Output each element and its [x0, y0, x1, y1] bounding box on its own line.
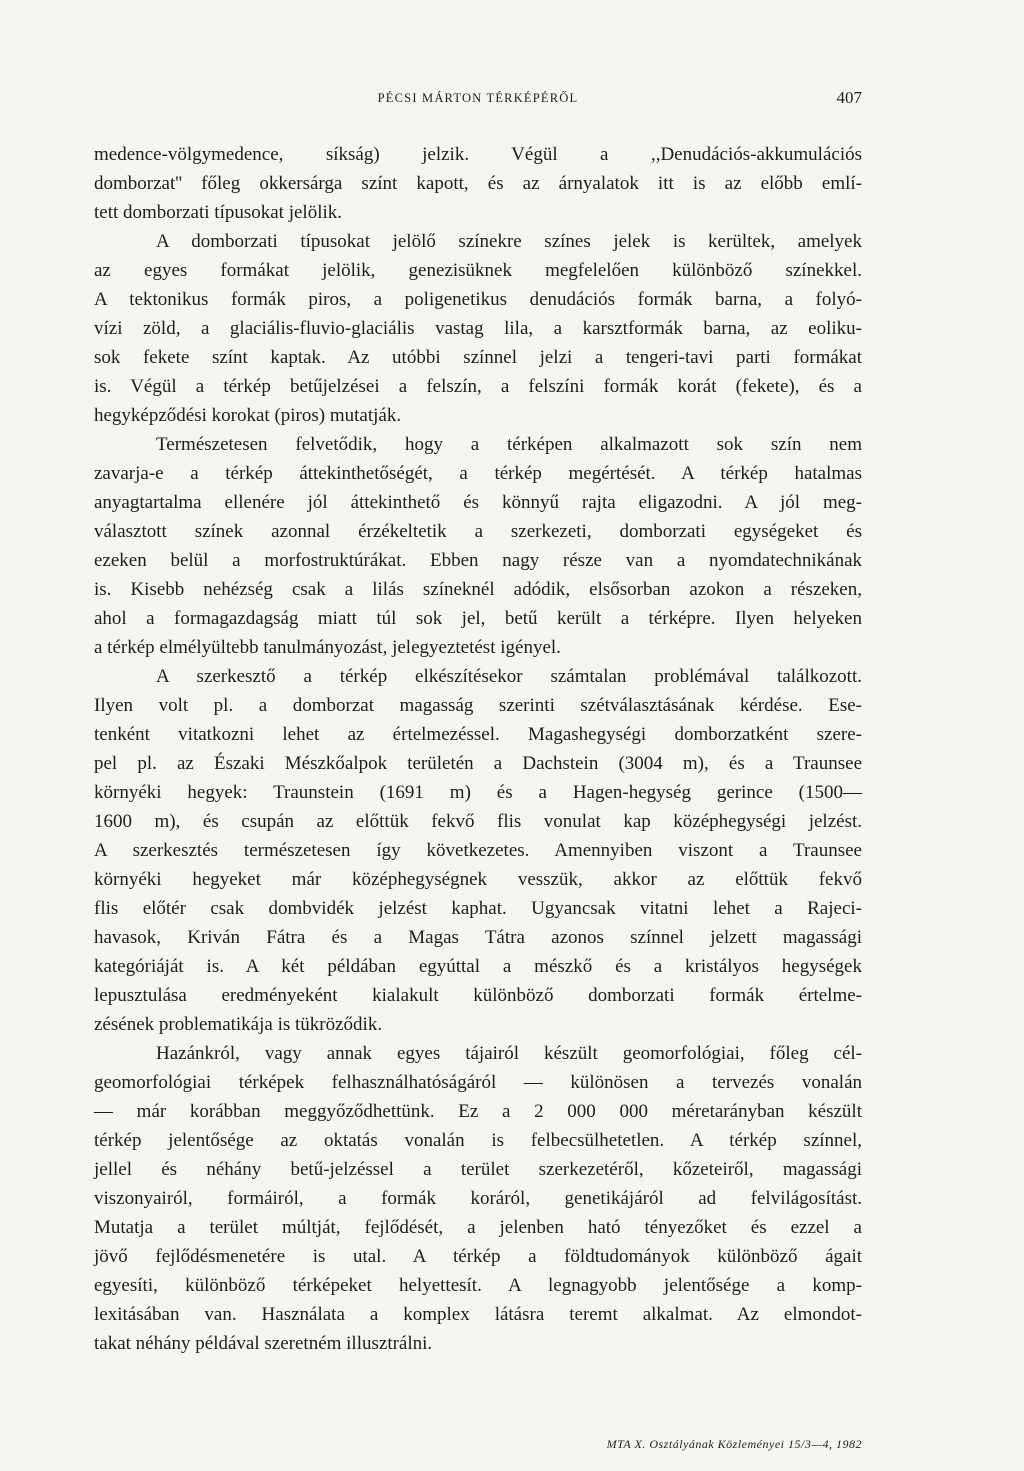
- text-line: kategóriáját is. A két példában egyúttal a mészkő és a kristályos hegységek: [94, 956, 862, 977]
- text-line: 1600 m), és csupán az előttük fekvő flis vonulat kap középhegységi jelzést.: [94, 811, 862, 832]
- text-line: jövő fejlődésmenetére is utal. A térkép a földtudományok különböző ágait: [94, 1246, 862, 1267]
- footer-citation: MTA X. Osztályának Közleményei 15/3—4, 1982: [606, 1437, 862, 1451]
- text-line: lepusztulása eredményeként kialakult különböző domborzati formák értelme-: [94, 985, 862, 1006]
- text-line: ezeken belül a morfostruktúrákat. Ebben nagy része van a nyomdatechnikának: [94, 550, 862, 571]
- text-line: Ilyen volt pl. a domborzat magasság szerinti szétválasztásának kérdése. Ese-: [94, 695, 862, 716]
- text-line: anyagtartalma ellenére jól áttekinthető és könnyű rajta eligazodni. A jól meg-: [94, 492, 862, 513]
- paragraph-first-line: A domborzati típusokat jelölő színekre színes jelek is kerültek, amelyek: [156, 231, 862, 252]
- text-line: Mutatja a terület múltját, fejlődését, a jelenben ható tényezőket és ezzel a: [94, 1217, 862, 1238]
- text-line: jellel és néhány betű-jelzéssel a terület szerkezetéről, kőzeteiről, magassági: [94, 1159, 862, 1180]
- text-line: A szerkesztés természetesen így következetes. Amennyiben viszont a Traunsee: [94, 840, 862, 861]
- text-line: geomorfológiai térképek felhasználhatóságáról — különösen a tervezés vonalán: [94, 1072, 862, 1093]
- running-title: PÉCSI MÁRTON TÉRKÉPÉRŐL: [377, 91, 579, 105]
- text-line: havasok, Kriván Fátra és a Magas Tátra azonos színnel jelzett magassági: [94, 927, 862, 948]
- paragraph-first-line: Hazánkról, vagy annak egyes tájairól készült geomorfológiai, főleg cél-: [156, 1043, 862, 1064]
- text-line: tenként vitatkozni lehet az értelmezéssel. Magashegységi domborzatként szere-: [94, 724, 862, 745]
- text-line: is. Kisebb nehézség csak a lilás színeknél adódik, elsősorban azokon a részeken,: [94, 579, 862, 600]
- text-line: pel pl. az Északi Mészkőalpok területén a Dachstein (3004 m), és a Traunsee: [94, 753, 862, 774]
- text-line: ahol a formagazdagság miatt túl sok jel, betű került a térképre. Ilyen helyeken: [94, 608, 862, 629]
- text-line: környéki hegyeket már középhegységnek vesszük, akkor az előttük fekvő: [94, 869, 862, 890]
- text-line: takat néhány példával szeretném illusztrálni.: [94, 1333, 433, 1354]
- text-line: egyesíti, különböző térképeket helyettesít. A legnagyobb jelentősége a komp-: [94, 1275, 862, 1296]
- text-line: viszonyairól, formáiról, a formák koráról, genetikájáról ad felvilágosítást.: [94, 1188, 862, 1209]
- text-line: választott színek azonnal érzékeltetik a szerkezeti, domborzati egységeket és: [94, 521, 862, 542]
- text-line: domborzat'' főleg okkersárga színt kapott, és az árnyalatok itt is az előbb emlí-: [94, 173, 862, 194]
- text-line: a térkép elmélyültebb tanulmányozást, jelegyeztetést igényel.: [94, 637, 561, 658]
- body-text: [94, 140, 862, 1358]
- running-head: [94, 88, 862, 112]
- text-line: vízi zöld, a glaciális-fluvio-glaciális vastag lila, a karsztformák barna, az eoliku-: [94, 318, 862, 339]
- text-line: környéki hegyek: Traunstein (1691 m) és a Hagen-hegység gerince (1500—: [94, 782, 862, 803]
- paragraph-first-line: Természetesen felvetődik, hogy a térképen alkalmazott sok szín nem: [156, 434, 862, 455]
- text-line: az egyes formákat jelölik, genezisüknek megfelelően különböző színekkel.: [94, 260, 862, 281]
- text-line: zavarja-e a térkép áttekinthetőségét, a térkép megértését. A térkép hatalmas: [94, 463, 862, 484]
- text-line: zésének problematikája is tükröződik.: [94, 1014, 383, 1035]
- text-line: sok fekete színt kaptak. Az utóbbi színnel jelzi a tengeri-tavi parti formákat: [94, 347, 862, 368]
- text-line: hegyképződési korokat (piros) mutatják.: [94, 405, 402, 426]
- paragraph-first-line: A szerkesztő a térkép elkészítésekor számtalan problémával találkozott.: [156, 666, 862, 687]
- text-line: tett domborzati típusokat jelölik.: [94, 202, 343, 223]
- text-line: is. Végül a térkép betűjelzései a felszín, a felszíni formák korát (fekete), és a: [94, 376, 862, 397]
- text-line: flis előtér csak dombvidék jelzést kaphat. Ugyancsak vitatni lehet a Rajeci-: [94, 898, 862, 919]
- text-line: medence-völgymedence, síkság) jelzik. Végül a ,,Denudációs-akkumulációs: [94, 144, 862, 165]
- text-line: — már korábban meggyőződhettünk. Ez a 2 000 000 méretarányban készült: [94, 1101, 862, 1122]
- page-number: 407: [836, 88, 862, 107]
- text-line: lexitásában van. Használata a komplex látásra teremt alkalmat. Az elmondot-: [94, 1304, 862, 1325]
- text-line: A tektonikus formák piros, a poligenetikus denudációs formák barna, a folyó-: [94, 289, 862, 310]
- text-line: térkép jelentősége az oktatás vonalán is felbecsülhetetlen. A térkép színnel,: [94, 1130, 862, 1151]
